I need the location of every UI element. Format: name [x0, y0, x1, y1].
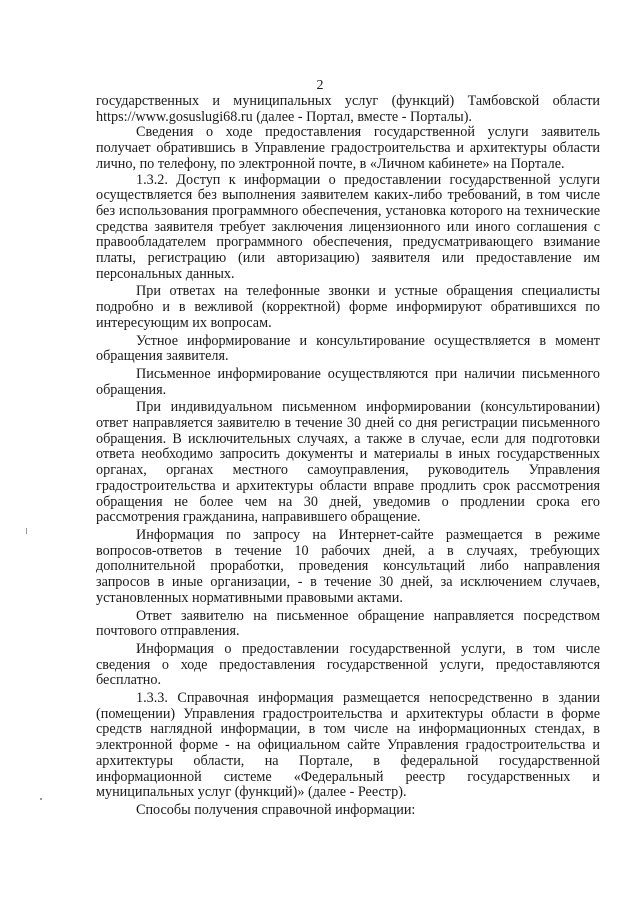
paragraph-individual-written: При индивидуальном письменном информировании (консультировании) ответ направляется заявителю в течение 30 дней со дня регистрации письменного обращения. В исключительных случаях, а также в случае, если для подготовки ответа необходимо запросить документы и материалы в иных государственных органах, органах местного самоуправления, руководитель Управления градостроительства и архитектуры области вправе продлить срок рассмотрения обращения не более чем на 30 дней, уведомив о продлении срока его рассмотрения гражданина, направившего обращение. — [96, 399, 600, 526]
paragraph-postal-reply: Ответ заявителю на письменное обращение направляется посредством почтового отправления. — [96, 607, 600, 640]
paragraph-reference-info: 1.3.3. Справочная информация размещается непосредственно в здании (помещении) Управления градостроительства и архитектуры области в форме средств наглядной информации, в том числе на информационных стендах, в электронной форме - на официальном сайте Управления градостроительства и архитектуры области, на Портале, в федеральной государственной информационной системе «Федеральный реестр государственных и муниципальных услуг (функций)» (далее - Реестр). — [96, 690, 600, 801]
paragraph-ways-to-obtain: Способы получения справочной информации: — [136, 801, 416, 818]
scan-artifact-mark — [40, 798, 42, 800]
paragraph-website-requests: Информация по запросу на Интернет-сайте размещается в режиме вопросов-ответов в течение 10 рабочих дней, а в случаях, требующих дополнительной проработки, проведения консультаций либо направления запросов в иные организации, - в течение 30 дней, за исключением случаев, установленных нормативными правовыми актами. — [96, 526, 600, 606]
paragraph-written-informing: Письменное информирование осуществляются при наличии письменного обращения. — [96, 365, 600, 398]
paragraph-phone-answers: При ответах на телефонные звонки и устные обращения специалисты подробно и в вежливой (корректной) форме информируют обратившихся по интересующим их вопросам. — [96, 283, 600, 331]
document-body — [96, 94, 600, 819]
paragraph-access-conditions: 1.3.2. Доступ к информации о предоставлении государственной услуги осуществляется без выполнения заявителем каких-либо требований, в том числе без использования программного обеспечения, установка которого на технические средства заявителя требует заключения лицензионного или иного соглашения с правообладателем программного обеспечения, предусматривающего взимание платы, регистрацию (или авторизацию) заявителя или предоставление им персональных данных. — [96, 171, 600, 282]
paragraph-oral-informing: Устное информирование и консультирование осуществляется в момент обращения заявителя. — [96, 332, 600, 365]
page-number: 2 — [316, 78, 324, 93]
paragraph-portal-reference: государственных и муниципальных услуг (функций) Тамбовской области https://www.gosuslugi68.ru (далее - Портал, вместе - Порталы). — [96, 93, 600, 125]
paragraph-free-of-charge: Информация о предоставлении государственной услуги, в том числе сведения о ходе предоставления государственной услуги, предоставляются бесплатно. — [96, 640, 600, 689]
scan-artifact-mark — [26, 528, 27, 534]
paragraph-progress-info: Сведения о ходе предоставления государственной услуги заявитель получает обратившись в Управление градостроительства и архитектуры области лично, по телефону, по электронной почте, в «Личном кабинете» на Портале. — [96, 124, 600, 172]
